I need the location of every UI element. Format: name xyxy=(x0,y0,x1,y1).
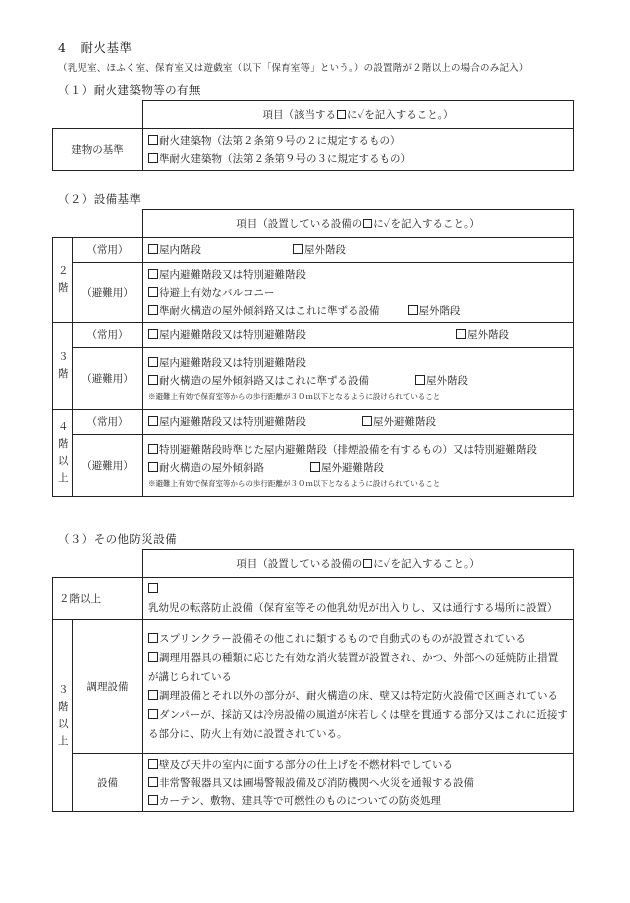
building-standard-label: 建物の基準 xyxy=(53,129,143,171)
heading-note: （乳児室、ほふく室、保育室又は遊戯室（以下「保育室等」という。）の設置階が２階以上の場合のみ記入） xyxy=(58,63,529,74)
checkbox[interactable] xyxy=(148,759,158,769)
section3-corner xyxy=(53,550,143,578)
checkbox[interactable] xyxy=(408,305,418,315)
checkbox[interactable] xyxy=(148,462,158,472)
heading-title: 耐火基準 xyxy=(80,40,133,55)
floor2-regular-options: 屋内階段 屋外階段 xyxy=(143,238,574,263)
floor4-label: ４ 階 以 上 xyxy=(53,410,73,497)
floor3-regular-label: （常用） xyxy=(73,323,143,348)
floor2-evac-label: （避難用） xyxy=(73,263,143,323)
floor3-note: ※避難上有効で保育室等からの歩行距離が３０ｍ以下となるように設けられていること xyxy=(148,392,441,401)
floor2-regular-label: （常用） xyxy=(73,238,143,263)
section1-corner xyxy=(53,101,143,129)
section3-title: （３）その他防災設備 xyxy=(58,532,177,546)
section2-corner xyxy=(53,210,143,238)
floor2-evac-options: 屋内避難階段又は特別避難階段 待避上有効なバルコニー 準耐火構造の屋外傾斜路又はこれに準ずる設備 屋外階段 xyxy=(143,263,574,323)
checkbox[interactable] xyxy=(148,690,158,700)
checkbox[interactable] xyxy=(148,305,158,315)
floor3-regular-options: 屋内避難階段又は特別避難階段 屋外階段 xyxy=(143,323,574,348)
fall-prevention-option: 乳幼児の転落防止設備（保育室等その他乳幼児が出入りし、又は通行する場所に設置） xyxy=(143,578,574,620)
checkbox[interactable] xyxy=(148,795,158,805)
checkbox-icon xyxy=(363,559,372,568)
checkbox[interactable] xyxy=(293,244,303,254)
checkbox-fireproof[interactable] xyxy=(148,135,158,145)
heading xyxy=(58,38,132,56)
section2-title: （２）設備基準 xyxy=(58,192,142,206)
section2-table xyxy=(52,209,574,497)
checkbox[interactable] xyxy=(148,375,158,385)
checkbox[interactable] xyxy=(148,709,158,719)
checkbox[interactable] xyxy=(148,583,158,593)
checkbox[interactable] xyxy=(310,462,320,472)
checkbox-semi-fireproof[interactable] xyxy=(148,153,158,163)
checkbox[interactable] xyxy=(148,416,158,426)
building-standard-options: 耐火建築物（法第２条第９号の２に規定するもの） 準耐火建築物（法第２条第９号の３に規定するもの） xyxy=(143,129,574,171)
floor3-evac-options: 屋内避難階段又は特別避難階段 耐火構造の屋外傾斜路又はこれに準ずる設備 屋外階段 ※避難上有効で保育室等からの歩行距離が３０ｍ以下となるように設けられていること xyxy=(143,348,574,410)
section1-table xyxy=(52,100,574,171)
checkbox[interactable] xyxy=(148,287,158,297)
cooking-equipment-label: 調理設備 xyxy=(73,620,143,754)
section2-header: 項目（設置している設備の に✓を記入すること。） xyxy=(143,210,574,238)
checkbox[interactable] xyxy=(148,652,158,662)
checkbox-icon xyxy=(337,110,346,119)
floor3-evac-label: （避難用） xyxy=(73,348,143,410)
heading-number: 4 xyxy=(58,40,67,55)
section1-header: 項目（該当する に✓を記入すること。） xyxy=(143,101,574,129)
checkbox[interactable] xyxy=(148,244,158,254)
cooking-equipment-options: スプリンクラー設備その他これに類するもので自動式のものが設置されている 調理用器具の種類に応じた有効な消火装置が設置され、かつ、外部への延焼防止措置が講じられている 調理設備とそれ以外の部分が、耐火構造の床、壁又は特定防火設備で区画されている ダンパーが、採訪又は冷房設備の風道が床若しくは壁を貫通する部分又はこれに近接する部分に、防火上有効に設置されている。 xyxy=(143,620,574,754)
checkbox[interactable] xyxy=(148,777,158,787)
section3-header: 項目（設置している設備の に✓を記入すること。） xyxy=(143,550,574,578)
floor4-note: ※避難上有効で保育室等からの歩行距離が３０ｍ以下となるように設けられていること xyxy=(148,479,441,488)
checkbox[interactable] xyxy=(148,357,158,367)
checkbox[interactable] xyxy=(362,416,372,426)
checkbox[interactable] xyxy=(148,329,158,339)
floor4-regular-options: 屋内避難階段又は特別避難階段 屋外避難階段 xyxy=(143,410,574,435)
floor3plus-label: ３ 階 以 上 xyxy=(53,620,73,812)
checkbox[interactable] xyxy=(456,329,466,339)
floor4-evac-label: （避難用） xyxy=(73,435,143,497)
checkbox[interactable] xyxy=(148,633,158,643)
checkbox[interactable] xyxy=(148,269,158,279)
floor2plus-label: ２階以上 xyxy=(53,578,143,620)
floor2-label: ２ 階 xyxy=(53,238,73,323)
checkbox[interactable] xyxy=(148,444,158,454)
floor4-regular-label: （常用） xyxy=(73,410,143,435)
floor3-label: ３ 階 xyxy=(53,323,73,410)
checkbox[interactable] xyxy=(415,375,425,385)
equipment-options: 壁及び天井の室内に面する部分の仕上げを不燃材料でしている 非常警報器具又は圃場警報設備及び消防機関へ火災を通報する設備 カーテン、敷物、建具等で可燃性のものについての防炎処理 xyxy=(143,754,574,812)
section1-title: （１）耐火建築物等の有無 xyxy=(58,83,201,97)
floor4-evac-options: 特別避難階段時準じた屋内避難階段（排煙設備を有するもの）又は特別避難階段 耐火構造の屋外傾斜路 屋外避難階段 ※避難上有効で保育室等からの歩行距離が３０ｍ以下となるように設けられていること xyxy=(143,435,574,497)
section3-table xyxy=(52,549,574,812)
equipment-label: 設備 xyxy=(73,754,143,812)
checkbox-icon xyxy=(363,219,372,228)
